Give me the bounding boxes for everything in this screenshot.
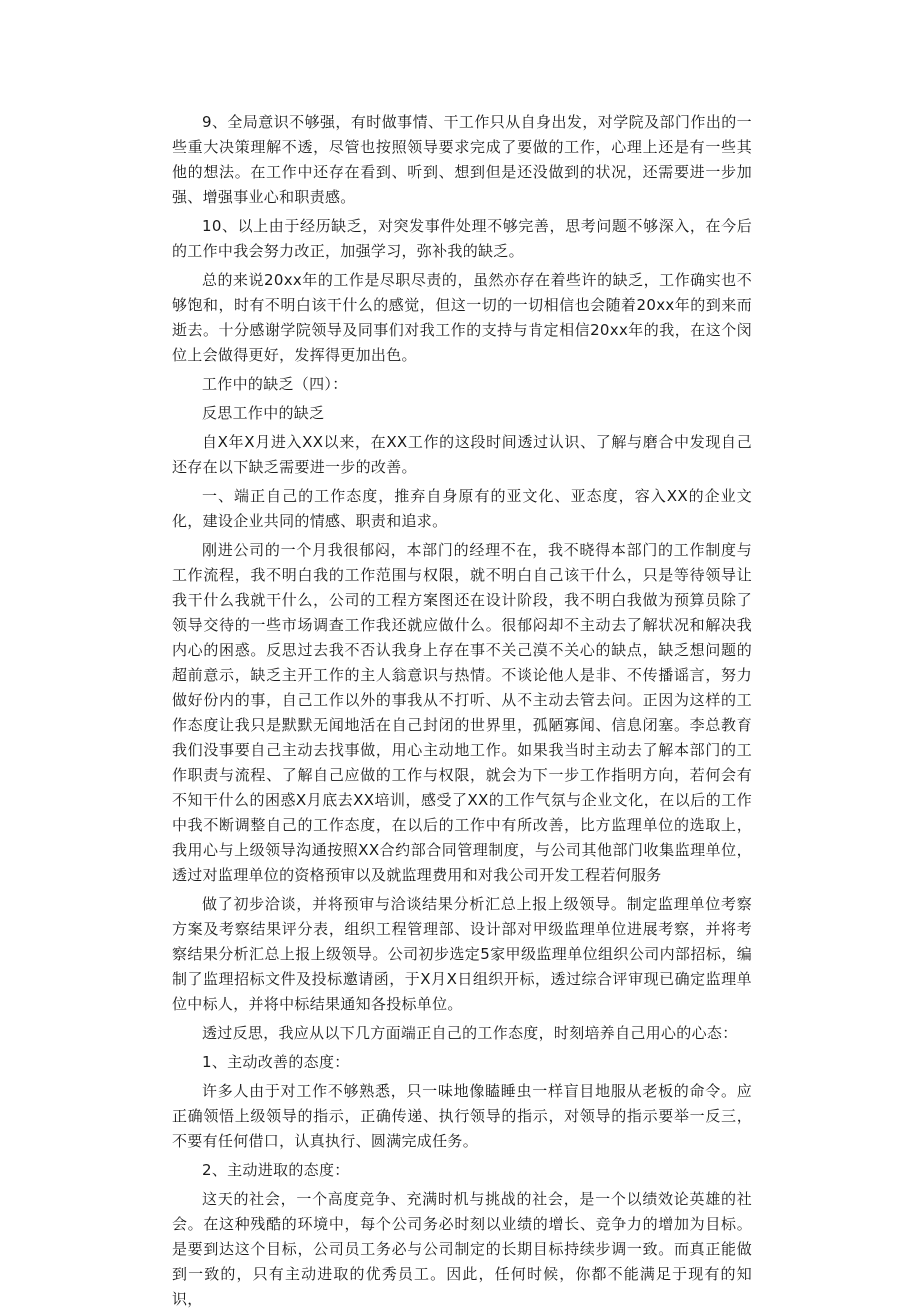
- paragraph-summary: 总的来说20xx年的工作是尽职尽责的，虽然亦存在着些许的缺乏，工作确实也不够饱和，时有不明白该干什么的感觉，但这一切的一切相信也会随着20xx年的到来而逝去。十分感谢学院领导及同事们对我工作的支持与肯定相信20xx年的我，在这个闵位上会做得更好，发挥得更加出色。: [172, 271, 752, 364]
- paragraph-point-one: 一、端正自己的工作态度，推弃自身原有的亚文化、亚态度，容入XX的企业文化，建设企业共同的情感、职责和追求。: [172, 487, 752, 530]
- section-heading: 工作中的缺乏（四）：: [202, 375, 348, 393]
- list-heading-1: 1、主动改善的态度：: [202, 1053, 350, 1071]
- paragraph-conclusion-lead: 透过反思，我应从以下几方面端正自己的工作态度，时刻培养自己用心的心态：: [202, 1024, 738, 1042]
- paragraph-reflection: 刚进公司的一个月我很郁闷，本部门的经理不在，我不晓得本部门的工作制度与工作流程，我不明白我的工作范围与权限，就不明白自己该干什么，只是等待领导让我干什么我就干什么，公司的工程方案图还在设计阶段，我不明白我做为预算员除了领导交待的一些市场调查工作我还就应做什么。很郁闷却不主动去了解状况和解决我内心的困惑。反思过去我不否认我身上存在事不关己漠不关心的缺点，缺乏想问题的超前意示，缺乏主开工作的主人翁意识与热情。不谈论他人是非、不传播谣言，努力做好份内的事，自己工作以外的事我从不打听、从不主动去管去问。正因为这样的工作态度让我只是默默无闻地活在自己封闭的世界里，孤陋寡闻、信息闭塞。李总教育我们没事要自己主动去找事做，用心主动地工作。如果我当时主动去了解本部门的工作职责与流程、了解自己应做的工作与权限，就会为下一步工作指明方向，若何会有不知干什么的困惑X月底去XX培训，感受了XX的工作气氛与企业文化，在以后的工作中我不断调整自己的工作态度，在以后的工作中有所改善，比方监理单位的选取上，我用心与上级领导沟通按照XX合约部合同管理制度，与公司其他部门收集监理单位，透过对监理单位的资格预审以及就监理费用和对我公司开发工程若何服务: [172, 541, 752, 884]
- document-body: [172, 110, 752, 1316]
- list-heading-2: 2、主动进取的态度：: [202, 1161, 350, 1179]
- paragraph-supervision: 做了初步洽谈，并将预审与洽谈结果分析汇总上报上级领导。制定监理单位考察方案及考察结果评分表，组织工程管理部、设计部对甲级监理单位进展考察，并将考察结果分析汇总上报上级领导。公司初步选定5家甲级监理单位组织公司内部招标，编制了监理招标文件及投标邀请函，于X月X日组织开标，透过综合评审现已确定监理单位中标人，并将中标结果通知各投标单位。: [172, 895, 752, 1013]
- paragraph-attitude-1: 许多人由于对工作不够熟悉，只一味地像瞌睡虫一样盲目地服从老板的命令。应正确领悟上级领导的指示，正确传递、执行领导的指示，对领导的指示要举一反三，不要有任何借口，认真执行、圆满完成任务。: [172, 1082, 752, 1150]
- paragraph-item-10: 10、以上由于经历缺乏，对突发事件处理不够完善，思考问题不够深入，在今后的工作中我会努力改正，加强学习，弥补我的缺乏。: [172, 217, 752, 260]
- paragraph-item-9: 9、全局意识不够强，有时做事情、干工作只从自身出发，对学院及部门作出的一些重大决策理解不透，尽管也按照领导要求完成了要做的工作，心理上还是有一些其他的想法。在工作中还存在看到、听到、想到但是还没做到的状况，还需要进一步加强、增强事业心和职责感。: [172, 113, 752, 206]
- paragraph-attitude-2: 这天的社会，一个高度竞争、充满时机与挑战的社会，是一个以绩效论英雄的社会。在这种残酷的环境中，每个公司务必时刻以业绩的增长、竞争力的增加为目标。是要到达这个目标，公司员工务必与公司制定的长期目标持续步调一致。而真正能做到一致的，只有主动进取的优秀员工。因此，任何时候，你都不能满足于现有的知识，: [172, 1190, 752, 1308]
- section-subtitle: 反思工作中的缺乏: [202, 404, 325, 422]
- paragraph-intro: 自X年X月进入XX以来，在XX工作的这段时间透过认识、了解与磨合中发现自己还存在以下缺乏需要进一步的改善。: [172, 433, 752, 476]
